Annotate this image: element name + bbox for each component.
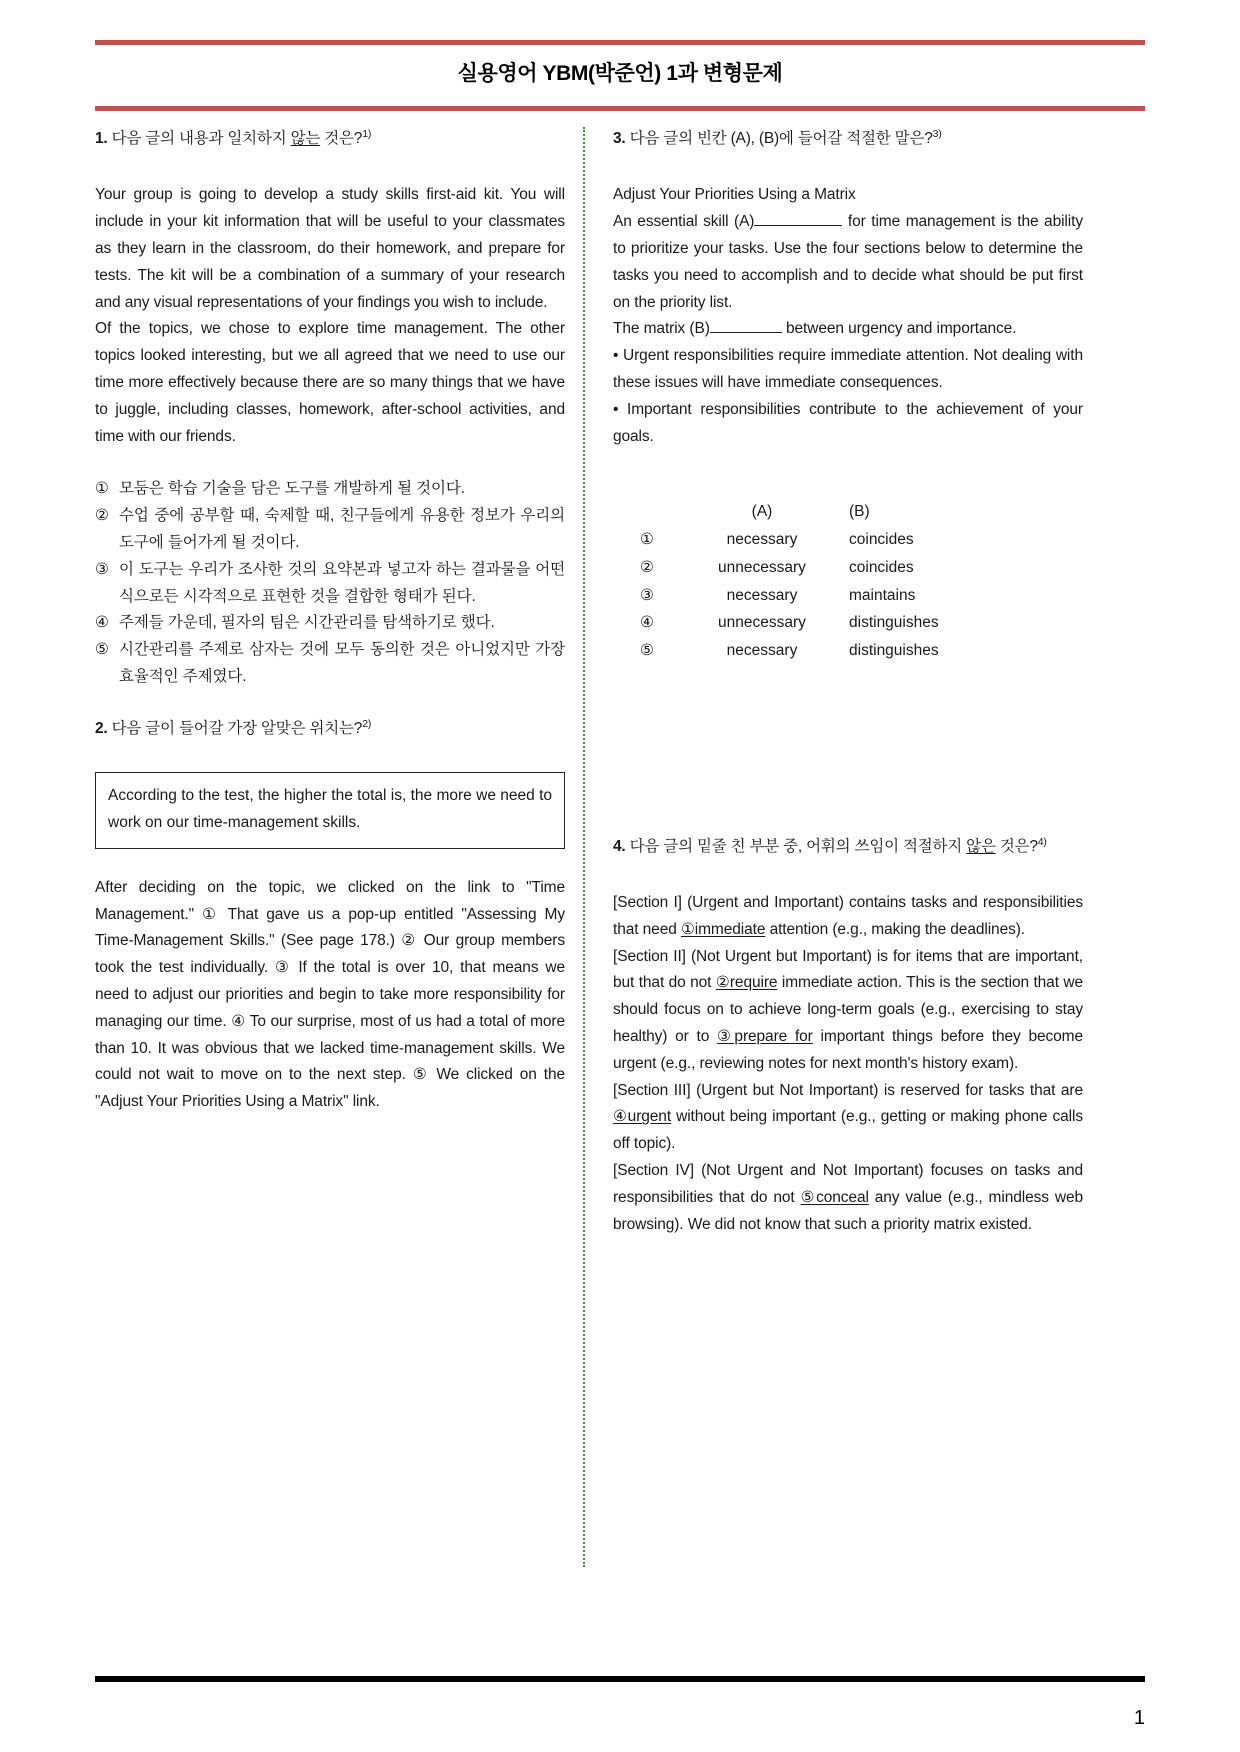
section-2-underlined-word: ②require bbox=[715, 974, 778, 992]
question-2-number: 2. bbox=[95, 719, 108, 737]
left-column bbox=[95, 127, 577, 1567]
question-4-section-4 bbox=[613, 1158, 1083, 1238]
question-4-footnote: 4) bbox=[1037, 835, 1047, 848]
table-row[interactable] bbox=[619, 609, 999, 637]
question-2-passage-paragraph: After deciding on the topic, we clicked on the link to "Time Management." ① That gave us a pop-up entitled "Assessing My Time-Management Skills." (See page 178.) ② Our group members took the test individually. ③ If the total is over 10, that means we need to adjust our priorities and begin to take more responsibility for managing our time. ④ To our surprise, most of us had a total of more than 10. It was obvious that we lacked time-management skills. We could not wait to move on to the next step. ⑤ We clicked on the "Adjust Your Priorities Using a Matrix" link. bbox=[95, 878, 565, 1111]
question-4-section-1 bbox=[613, 890, 1083, 944]
question-1-number: 1. bbox=[95, 130, 108, 147]
question-1-prompt-before: 다음 글의 내용과 일치하지 bbox=[111, 130, 291, 147]
question-4-prompt-after: 것은? bbox=[995, 837, 1038, 855]
table-row[interactable] bbox=[619, 582, 999, 610]
question-3-passage bbox=[613, 182, 1083, 450]
choice-text: 이 도구는 우리가 조사한 것의 요약본과 넣고자 하는 결과물을 어떤 식으로든 시각적으로 표현한 것을 결합한 형태가 된다. bbox=[119, 560, 565, 605]
question-2-insert-box bbox=[95, 772, 565, 849]
matrix-header-blank bbox=[619, 498, 675, 526]
header-rule-bottom bbox=[95, 106, 1145, 111]
section-4-underlined-word: ⑤conceal bbox=[800, 1188, 869, 1206]
list-item[interactable] bbox=[95, 557, 565, 611]
matrix-marker: ① bbox=[640, 531, 654, 549]
question-2-prompt: 다음 글이 들어갈 가장 알맞은 위치는? bbox=[111, 719, 363, 737]
section-2-text-b: immediate action. This is the section that we should focus on to achieve long-term goals (e.g., exercising to stay healthy) or to bbox=[613, 974, 1083, 1045]
question-1-passage-paragraph-1: Your group is going to develop a study skills first-aid kit. You will include in your kit information that will be useful to your classmates as they learn in the classroom, do their homework, and prepare for tests. The kit will be a combination of a summary of your research and any visual representations of your findings you wish to include. bbox=[95, 186, 565, 311]
question-2-footnote: 2) bbox=[362, 717, 372, 730]
question-1-prompt-underlined: 않는 bbox=[290, 130, 321, 147]
right-column bbox=[591, 127, 1083, 1567]
list-item[interactable] bbox=[95, 503, 565, 557]
question-3-heading bbox=[613, 127, 1083, 150]
matrix-header-b: (B) bbox=[849, 503, 870, 521]
choice-marker: ③ bbox=[95, 560, 109, 578]
question-4-section-3 bbox=[613, 1078, 1083, 1158]
question-3-bullet-2: • Important responsibilities contribute to the achievement of your goals. bbox=[613, 400, 1083, 445]
matrix-cell-a: necessary bbox=[726, 586, 798, 604]
blank-a-text-before: An essential skill (A) bbox=[613, 213, 755, 231]
choice-text: 주제들 가운데, 필자의 팀은 시간관리를 탐색하기로 했다. bbox=[119, 614, 495, 632]
choice-text: 시간관리를 주제로 삼자는 것에 모두 동의한 것은 아니었지만 가장 효율적인 주제였다. bbox=[119, 641, 565, 686]
section-2-text-a: [Section II] (Not Urgent but Important) is for items that are important, but that do not bbox=[613, 947, 1083, 992]
list-item[interactable] bbox=[95, 610, 565, 637]
question-4-prompt-line1: 다음 글의 밑줄 친 부분 중, 어휘의 쓰임이 적절하지 bbox=[629, 837, 963, 855]
choice-marker: ⑤ bbox=[95, 641, 109, 659]
matrix-marker: ③ bbox=[640, 586, 654, 604]
question-1-heading bbox=[95, 127, 565, 150]
section-3-underlined-word: ④urgent bbox=[613, 1108, 672, 1126]
matrix-cell-a: necessary bbox=[726, 531, 798, 549]
matrix-cell-b: maintains bbox=[849, 586, 916, 604]
blank-b-text-before: The matrix (B) bbox=[613, 320, 710, 338]
question-1-passage-paragraph-2: Of the topics, we chose to explore time management. The other topics looked interesting, but we all agreed that we need to use our time more effectively because there are so many things that we have to juggle, including classes, homework, after-school activities, and time with our friends. bbox=[95, 320, 565, 445]
section-1-text-a: [Section I] (Urgent and Important) contains tasks and responsibilities that need bbox=[613, 893, 1083, 938]
section-1-underlined-word: ①immediate bbox=[680, 920, 766, 938]
blank-b-underline bbox=[710, 332, 782, 333]
question-4-passage bbox=[613, 890, 1083, 1239]
page-number: 1 bbox=[1133, 1707, 1145, 1729]
question-3-blank-b-sentence bbox=[613, 316, 1083, 343]
matrix-cell-b: distinguishes bbox=[849, 614, 939, 632]
section-4-text-a: [Section IV] (Not Urgent and Not Important) focuses on tasks and responsibilities that do not bbox=[613, 1162, 1083, 1206]
section-2-text-c: important things before they become urgent (e.g., reviewing notes for next month's history exam). bbox=[613, 1028, 1083, 1072]
blank-b-text-after: between urgency and importance. bbox=[781, 320, 1017, 338]
question-1-footnote: 1) bbox=[362, 127, 372, 140]
matrix-cell-b: coincides bbox=[849, 531, 914, 549]
choice-marker: ④ bbox=[95, 614, 109, 632]
matrix-header-a: (A) bbox=[751, 503, 773, 521]
footer-rule bbox=[95, 1676, 1145, 1682]
question-3-answer-matrix bbox=[613, 498, 1083, 664]
question-4-heading bbox=[613, 835, 1083, 858]
table-row[interactable] bbox=[619, 637, 999, 665]
matrix-cell-b: coincides bbox=[849, 558, 914, 576]
list-item[interactable] bbox=[95, 476, 565, 503]
question-4-number: 4. bbox=[613, 837, 626, 855]
question-3-number: 3. bbox=[613, 130, 626, 147]
question-2-heading bbox=[95, 717, 565, 740]
question-3-blank-a-sentence bbox=[613, 209, 1083, 316]
matrix-marker: ② bbox=[640, 558, 654, 576]
page-title: 실용영어 YBM(박준언) 1과 변형문제 bbox=[457, 62, 783, 85]
insert-box-text: According to the test, the higher the total is, the more we need to work on our time-management skills. bbox=[108, 787, 552, 831]
section-2-underlined-word-2: ③prepare for bbox=[717, 1028, 813, 1045]
table-row[interactable] bbox=[619, 554, 999, 582]
two-column-body bbox=[95, 127, 1145, 1567]
section-4-text-b: any value (e.g., mindless web browsing). We did not know that such a priority matrix existed. bbox=[613, 1188, 1083, 1233]
section-3-text-a: [Section III] (Urgent but Not Important) is reserved for tasks that are bbox=[613, 1081, 1083, 1099]
matrix-cell-b: distinguishes bbox=[849, 641, 939, 659]
table-row[interactable] bbox=[619, 526, 999, 554]
question-1-choices bbox=[95, 476, 565, 691]
choice-text: 모둠은 학습 기술을 담은 도구를 개발하게 될 것이다. bbox=[119, 480, 465, 498]
list-item[interactable] bbox=[95, 637, 565, 691]
answer-matrix-table bbox=[619, 498, 999, 664]
section-1-text-b: attention (e.g., making the deadlines). bbox=[765, 920, 1026, 938]
choice-marker: ② bbox=[95, 507, 109, 525]
matrix-marker: ⑤ bbox=[640, 641, 654, 659]
table-header-row bbox=[619, 498, 999, 526]
section-3-text-b: without being important (e.g., getting or making phone calls off topic). bbox=[613, 1108, 1083, 1153]
choice-marker: ① bbox=[95, 480, 109, 498]
matrix-cell-a: necessary bbox=[726, 641, 798, 659]
column-divider bbox=[583, 127, 585, 1567]
question-1-prompt-after: 것은? bbox=[320, 130, 363, 147]
question-3-passage-heading: Adjust Your Priorities Using a Matrix bbox=[613, 186, 856, 204]
question-3-bullet-1: • Urgent responsibilities require immediate attention. Not dealing with these issues will have immediate consequences. bbox=[613, 347, 1083, 391]
question-4-prompt-underlined: 않은 bbox=[966, 837, 996, 855]
question-2-passage bbox=[95, 875, 565, 1116]
blank-a-text-after: for time management is the ability to prioritize your tasks. Use the four sections below to determine the tasks you need to accomplish and to decide what should be put first on the priority list. bbox=[613, 213, 1083, 311]
matrix-cell-a: unnecessary bbox=[718, 614, 806, 632]
question-1-passage bbox=[95, 182, 565, 450]
question-3-prompt: 다음 글의 빈칸 (A), (B)에 들어갈 적절한 말은? bbox=[629, 130, 933, 147]
matrix-marker: ④ bbox=[640, 614, 654, 632]
question-4-section-2 bbox=[613, 944, 1083, 1078]
question-3-footnote: 3) bbox=[932, 127, 942, 140]
blank-a-underline bbox=[754, 225, 842, 226]
choice-text: 수업 중에 공부할 때, 숙제할 때, 친구들에게 유용한 정보가 우리의 도구에 들어가게 될 것이다. bbox=[119, 507, 565, 551]
matrix-cell-a: unnecessary bbox=[718, 558, 806, 576]
